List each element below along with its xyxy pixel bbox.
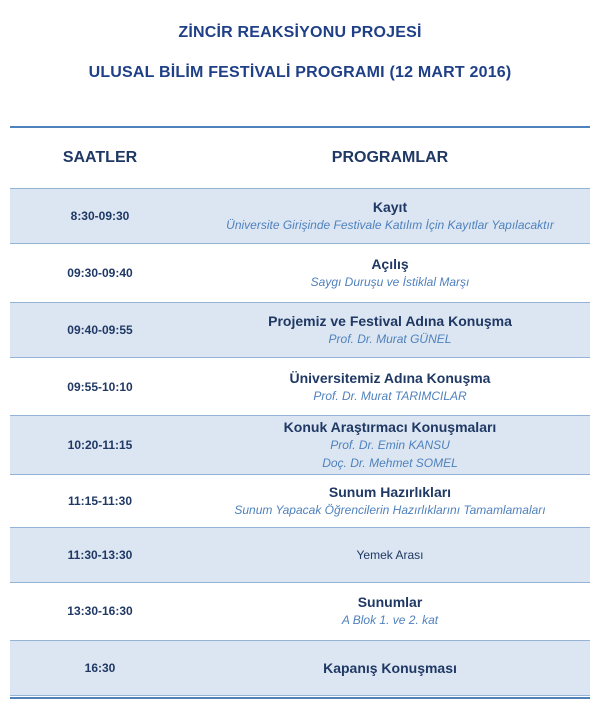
program-title: Sunumlar xyxy=(357,594,423,610)
row-program xyxy=(190,528,590,582)
row-time: 09:40-09:55 xyxy=(67,323,133,337)
row-time: 09:55-10:10 xyxy=(67,380,133,394)
row-program xyxy=(190,583,590,639)
row-program xyxy=(190,189,590,243)
row-program xyxy=(190,359,590,415)
program-title: Yemek Arası xyxy=(356,548,424,562)
row-time: 8:30-09:30 xyxy=(70,209,130,223)
column-header-program: PROGRAMLAR xyxy=(331,149,449,166)
document-subtitle: ULUSAL BİLİM FESTİVALİ PROGRAMI (12 MART 2016) xyxy=(88,64,512,81)
row-program xyxy=(190,303,590,357)
program-title: Projemiz ve Festival Adına Konuşma xyxy=(268,313,512,329)
row-time: 11:15-11:30 xyxy=(67,494,133,508)
program-title: Kayıt xyxy=(372,199,408,215)
program-detail: Prof. Dr. Emin KANSU xyxy=(330,438,450,452)
table-row xyxy=(10,583,590,639)
column-header-time: SAATLER xyxy=(62,149,138,166)
program-title: Sunum Hazırlıkları xyxy=(328,484,452,500)
row-time: 10:20-11:15 xyxy=(67,438,133,452)
row-program xyxy=(190,416,590,474)
table-row xyxy=(10,415,590,475)
table-row xyxy=(10,527,590,583)
table-bottom-rule xyxy=(10,697,590,699)
program-title: Konuk Araştırmacı Konuşmaları xyxy=(283,419,497,435)
table-row xyxy=(10,302,590,358)
row-program xyxy=(190,475,590,527)
table-row xyxy=(10,640,590,696)
program-title: Üniversitemiz Adına Konuşma xyxy=(289,370,491,386)
program-detail: Sunum Yapacak Öğrencilerin Hazırlıklarını Tamamlamaları xyxy=(234,503,546,517)
table-row xyxy=(10,359,590,415)
row-time: 13:30-16:30 xyxy=(67,604,133,618)
table-top-rule xyxy=(10,126,590,128)
document-title: ZİNCİR REAKSİYONU PROJESİ xyxy=(178,24,422,41)
program-detail: A Blok 1. ve 2. kat xyxy=(341,613,439,627)
program-detail: Üniversite Girişinde Festivale Katılım İçin Kayıtlar Yapılacaktır xyxy=(226,218,554,232)
program-detail: Prof. Dr. Murat TARIMCILAR xyxy=(313,389,467,403)
program-title: Açılış xyxy=(371,256,409,272)
row-time: 11:30-13:30 xyxy=(67,548,133,562)
program-detail: Prof. Dr. Murat GÜNEL xyxy=(328,332,452,346)
row-program xyxy=(190,641,590,695)
program-title: Kapanış Konuşması xyxy=(323,660,457,676)
table-row xyxy=(10,475,590,527)
program-detail: Saygı Duruşu ve İstiklal Marşı xyxy=(310,275,470,289)
program-detail: Doç. Dr. Mehmet SOMEL xyxy=(322,456,458,470)
table-row xyxy=(10,245,590,301)
table-row xyxy=(10,188,590,244)
row-time: 16:30 xyxy=(84,661,116,675)
row-time: 09:30-09:40 xyxy=(67,266,133,280)
row-program xyxy=(190,245,590,301)
